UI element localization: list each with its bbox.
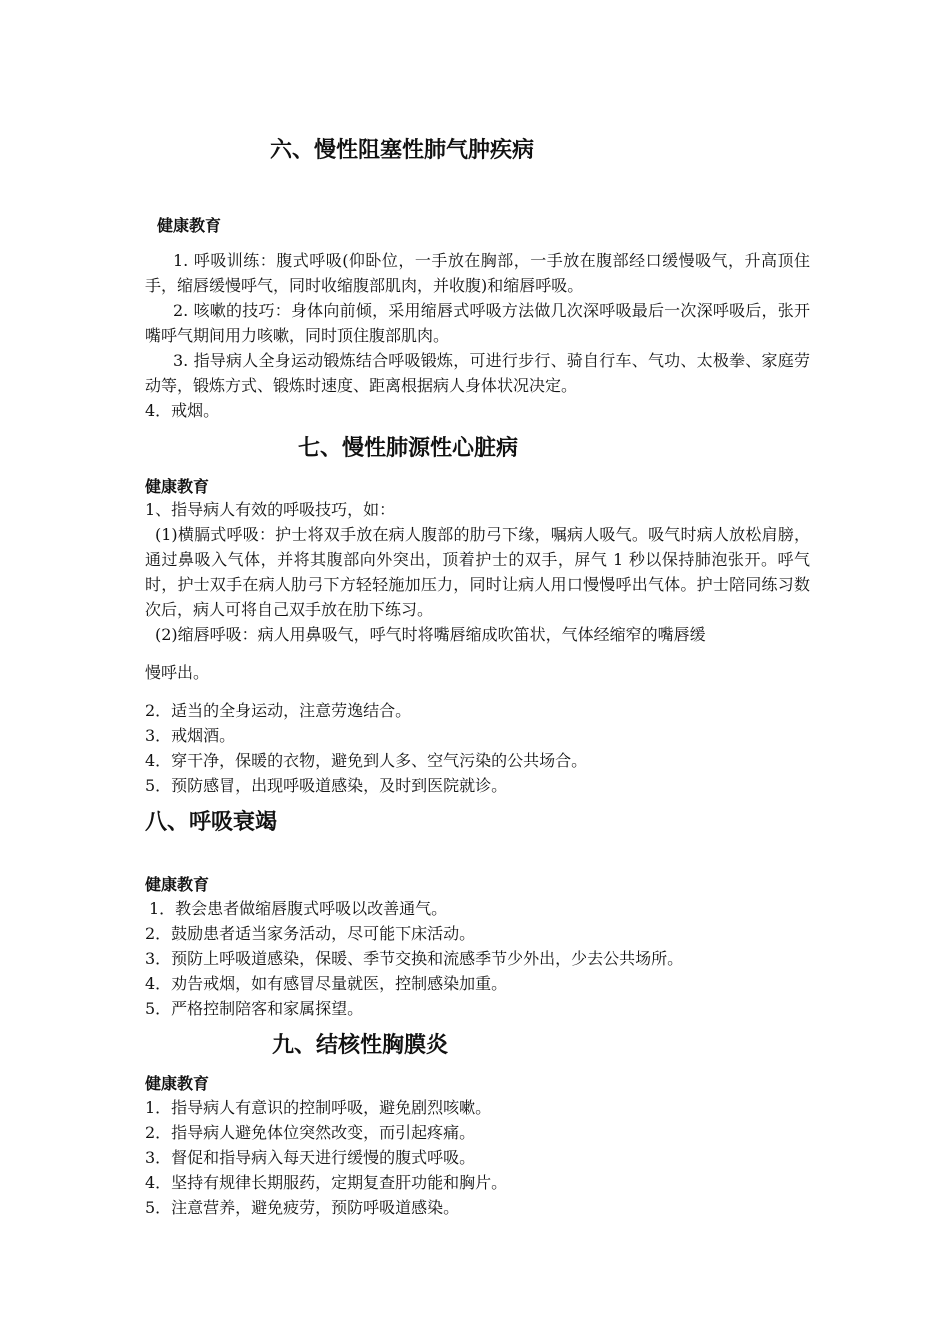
section-6-item-3: 3. 指导病人全身运动锻炼结合呼吸锻炼，可进行步行、骑自行车、气功、太极拳、家庭劳动等，锻炼方式、锻炼时速度、距离根据病人身体状况决定。 <box>145 351 810 395</box>
section-6-item-4: 4．戒烟。 <box>145 401 220 420</box>
section-9-item-3: 3．督促和指导病入每天进行缓慢的腹式呼吸。 <box>145 1148 476 1167</box>
section-7-item-4: 4．穿干净，保暖的衣物，避免到人多、空气污染的公共场合。 <box>145 751 588 770</box>
section-8-item-1: 1．教会患者做缩唇腹式呼吸以改善通气。 <box>149 899 448 918</box>
section-7-item-5: 5．预防感冒，出现呼吸道感染，及时到医院就诊。 <box>145 776 508 795</box>
section-8-item-4: 4．劝告戒烟，如有感冒尽量就医，控制感染加重。 <box>145 974 508 993</box>
section-9-item-5: 5．注意营养，避免疲劳，预防呼吸道感染。 <box>145 1198 460 1217</box>
section-7-subtitle: 健康教育 <box>145 477 210 496</box>
section-7-title: 七、慢性肺源性心脏病 <box>298 436 519 461</box>
section-7-item-3: 3．戒烟酒。 <box>145 726 236 745</box>
section-7-intro: 1、指导病人有效的呼吸技巧，如： <box>145 500 396 519</box>
section-6-item-1: 1. 呼吸训练：腹式呼吸(仰卧位，一手放在胸部，一手放在腹部经口缓慢吸气，升高顶住手，缩唇缓慢呼气，同时收缩腹部肌肉，并收腹)和缩唇呼吸。 <box>145 251 810 295</box>
section-8-subtitle: 健康教育 <box>145 875 210 894</box>
section-7-paragraph-2-cont: 慢呼出。 <box>145 663 210 682</box>
section-8-item-2: 2．鼓励患者适当家务活动，尽可能下床活动。 <box>145 924 476 943</box>
section-9-title: 九、结核性胸膜炎 <box>272 1033 449 1058</box>
section-9-item-4: 4．坚持有规律长期服药，定期复查肝功能和胸片。 <box>145 1173 508 1192</box>
section-6-title: 六、慢性阻塞性肺气肿疾病 <box>270 138 535 163</box>
section-7-paragraph-2: (2)缩唇呼吸：病人用鼻吸气，呼气时将嘴唇缩成吹笛状，气体经缩窄的嘴唇缓 <box>155 625 706 644</box>
section-6-subtitle: 健康教育 <box>157 216 222 235</box>
section-8-title: 八、呼吸衰竭 <box>145 810 278 835</box>
section-8-item-3: 3．预防上呼吸道感染，保暖、季节交换和流感季节少外出，少去公共场所。 <box>145 949 684 968</box>
section-7-paragraph-1: (1)横膈式呼吸：护士将双手放在病人腹部的肋弓下缘，嘱病人吸气。吸气时病人放松肩膀，通过鼻吸入气体，并将其腹部向外突出，顶着护士的双手，屏气 1 秒以保持肺泡张开。呼气时，护士双手在病人肋弓下方轻轻施加压力，同时让病人用口慢慢呼出气体。护士陪同练习数次后，病人可将自己双手放在肋下练习。 <box>145 525 810 619</box>
section-9-item-1: 1．指导病人有意识的控制呼吸，避免剧烈咳嗽。 <box>145 1098 492 1117</box>
section-6-item-2: 2. 咳嗽的技巧：身体向前倾，采用缩唇式呼吸方法做几次深呼吸最后一次深呼吸后，张开嘴呼气期间用力咳嗽，同时顶住腹部肌肉。 <box>145 301 810 345</box>
section-9-item-2: 2．指导病人避免体位突然改变，而引起疼痛。 <box>145 1123 476 1142</box>
section-9-subtitle: 健康教育 <box>145 1074 210 1093</box>
section-7-item-2: 2．适当的全身运动，注意劳逸结合。 <box>145 701 412 720</box>
section-8-item-5: 5．严格控制陪客和家属探望。 <box>145 999 364 1018</box>
